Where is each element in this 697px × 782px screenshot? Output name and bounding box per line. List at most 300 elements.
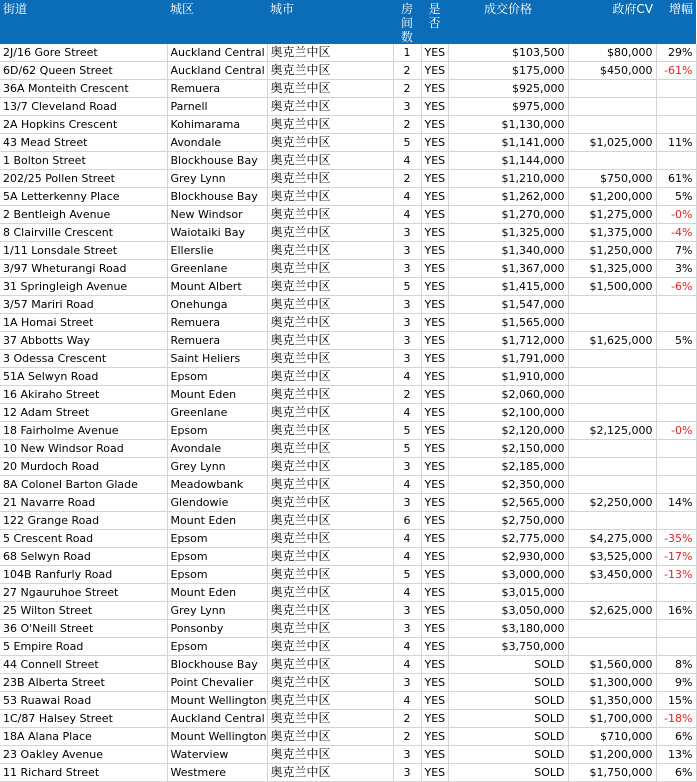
table-row: [0, 170, 696, 188]
cell-sold-flag: YES: [421, 368, 448, 386]
table-row: [0, 494, 696, 512]
cell-price: $1,712,000: [448, 332, 568, 350]
cell-district: Epsom: [167, 566, 267, 584]
cell-rooms: 3: [393, 224, 421, 242]
cell-change: 16%: [656, 602, 696, 620]
cell-change: [656, 476, 696, 494]
cell-city: 奥克兰中区: [267, 98, 393, 116]
table-row: [0, 764, 696, 782]
cell-district: Mount Eden: [167, 386, 267, 404]
cell-district: Waiotaiki Bay: [167, 224, 267, 242]
cell-cv: $710,000: [568, 728, 656, 746]
cell-street: 3 Odessa Crescent: [0, 350, 167, 368]
cell-change: [656, 584, 696, 602]
cell-street: 36 O'Neill Street: [0, 620, 167, 638]
cell-street: 18A Alana Place: [0, 728, 167, 746]
table-row: [0, 62, 696, 80]
cell-sold-flag: YES: [421, 530, 448, 548]
cell-city: 奥克兰中区: [267, 584, 393, 602]
cell-rooms: 2: [393, 386, 421, 404]
cell-cv: $2,250,000: [568, 494, 656, 512]
cell-change: -61%: [656, 62, 696, 80]
cell-price: $3,750,000: [448, 638, 568, 656]
cell-cv: [568, 512, 656, 530]
cell-sold-flag: YES: [421, 314, 448, 332]
cell-change: 14%: [656, 494, 696, 512]
cell-price: $1,547,000: [448, 296, 568, 314]
cell-sold-flag: YES: [421, 638, 448, 656]
cell-sold-flag: YES: [421, 476, 448, 494]
cell-sold-flag: YES: [421, 350, 448, 368]
cell-street: 16 Akiraho Street: [0, 386, 167, 404]
header-cv: 政府CV: [568, 0, 656, 44]
cell-cv: $1,200,000: [568, 746, 656, 764]
cell-rooms: 1: [393, 44, 421, 62]
cell-change: [656, 80, 696, 98]
cell-cv: $1,250,000: [568, 242, 656, 260]
cell-price: $1,270,000: [448, 206, 568, 224]
cell-district: Epsom: [167, 422, 267, 440]
header-city: 城市: [267, 0, 393, 44]
cell-change: [656, 314, 696, 332]
cell-district: Greenlane: [167, 260, 267, 278]
cell-cv: $1,750,000: [568, 764, 656, 782]
cell-price: $2,120,000: [448, 422, 568, 440]
cell-change: 3%: [656, 260, 696, 278]
cell-rooms: 5: [393, 422, 421, 440]
cell-price: SOLD: [448, 674, 568, 692]
cell-district: Onehunga: [167, 296, 267, 314]
cell-price: SOLD: [448, 764, 568, 782]
cell-district: Parnell: [167, 98, 267, 116]
cell-sold-flag: YES: [421, 656, 448, 674]
table-row: [0, 134, 696, 152]
cell-city: 奥克兰中区: [267, 530, 393, 548]
cell-price: $2,185,000: [448, 458, 568, 476]
cell-change: [656, 386, 696, 404]
cell-rooms: 2: [393, 116, 421, 134]
table-row: [0, 728, 696, 746]
cell-sold-flag: YES: [421, 386, 448, 404]
cell-change: 5%: [656, 188, 696, 206]
cell-sold-flag: YES: [421, 134, 448, 152]
table-row: [0, 638, 696, 656]
cell-city: 奥克兰中区: [267, 674, 393, 692]
cell-district: Meadowbank: [167, 476, 267, 494]
cell-city: 奥克兰中区: [267, 638, 393, 656]
cell-district: Epsom: [167, 530, 267, 548]
cell-sold-flag: YES: [421, 764, 448, 782]
cell-sold-flag: YES: [421, 224, 448, 242]
table-row: [0, 224, 696, 242]
cell-sold-flag: YES: [421, 332, 448, 350]
cell-rooms: 3: [393, 494, 421, 512]
table-row: [0, 656, 696, 674]
cell-sold-flag: YES: [421, 440, 448, 458]
cell-city: 奥克兰中区: [267, 188, 393, 206]
cell-rooms: 2: [393, 80, 421, 98]
cell-sold-flag: YES: [421, 728, 448, 746]
table-row: [0, 242, 696, 260]
cell-rooms: 4: [393, 188, 421, 206]
cell-change: -4%: [656, 224, 696, 242]
cell-district: Grey Lynn: [167, 602, 267, 620]
cell-city: 奥克兰中区: [267, 170, 393, 188]
cell-cv: $1,375,000: [568, 224, 656, 242]
cell-sold-flag: YES: [421, 548, 448, 566]
table-row: [0, 422, 696, 440]
cell-street: 43 Mead Street: [0, 134, 167, 152]
cell-rooms: 4: [393, 656, 421, 674]
table-row: [0, 188, 696, 206]
cell-cv: [568, 350, 656, 368]
cell-cv: [568, 98, 656, 116]
table-row: [0, 152, 696, 170]
cell-sold-flag: YES: [421, 296, 448, 314]
table-row: [0, 530, 696, 548]
table-row: [0, 584, 696, 602]
cell-price: $1,262,000: [448, 188, 568, 206]
cell-change: [656, 404, 696, 422]
cell-street: 11 Richard Street: [0, 764, 167, 782]
cell-change: -0%: [656, 422, 696, 440]
cell-rooms: 5: [393, 134, 421, 152]
table-row: [0, 116, 696, 134]
cell-rooms: 3: [393, 602, 421, 620]
cell-change: 6%: [656, 764, 696, 782]
cell-street: 2 Bentleigh Avenue: [0, 206, 167, 224]
cell-city: 奥克兰中区: [267, 242, 393, 260]
cell-district: Grey Lynn: [167, 170, 267, 188]
cell-change: [656, 350, 696, 368]
cell-street: 53 Ruawai Road: [0, 692, 167, 710]
cell-price: $2,930,000: [448, 548, 568, 566]
table-row: [0, 260, 696, 278]
cell-city: 奥克兰中区: [267, 386, 393, 404]
table-row: [0, 674, 696, 692]
cell-city: 奥克兰中区: [267, 80, 393, 98]
cell-street: 104B Ranfurly Road: [0, 566, 167, 584]
cell-cv: $2,625,000: [568, 602, 656, 620]
cell-district: Epsom: [167, 548, 267, 566]
cell-street: 8A Colonel Barton Glade: [0, 476, 167, 494]
table-row: [0, 458, 696, 476]
cell-cv: $1,700,000: [568, 710, 656, 728]
cell-rooms: 4: [393, 692, 421, 710]
cell-change: -0%: [656, 206, 696, 224]
cell-cv: $3,450,000: [568, 566, 656, 584]
cell-change: 7%: [656, 242, 696, 260]
cell-sold-flag: YES: [421, 116, 448, 134]
cell-district: Auckland Central: [167, 44, 267, 62]
table-row: [0, 332, 696, 350]
cell-district: Glendowie: [167, 494, 267, 512]
table-row: [0, 548, 696, 566]
header-change: 增幅: [656, 0, 696, 44]
cell-rooms: 5: [393, 278, 421, 296]
cell-city: 奥克兰中区: [267, 476, 393, 494]
cell-rooms: 4: [393, 404, 421, 422]
cell-change: 5%: [656, 332, 696, 350]
cell-cv: [568, 440, 656, 458]
cell-rooms: 4: [393, 206, 421, 224]
cell-street: 2A Hopkins Crescent: [0, 116, 167, 134]
cell-cv: $1,625,000: [568, 332, 656, 350]
cell-sold-flag: YES: [421, 242, 448, 260]
cell-city: 奥克兰中区: [267, 512, 393, 530]
table-row: [0, 746, 696, 764]
cell-sold-flag: YES: [421, 692, 448, 710]
cell-sold-flag: YES: [421, 278, 448, 296]
cell-cv: [568, 386, 656, 404]
cell-street: 68 Selwyn Road: [0, 548, 167, 566]
cell-price: SOLD: [448, 656, 568, 674]
cell-street: 202/25 Pollen Street: [0, 170, 167, 188]
cell-sold-flag: YES: [421, 746, 448, 764]
cell-rooms: 4: [393, 584, 421, 602]
cell-city: 奥克兰中区: [267, 620, 393, 638]
cell-cv: $80,000: [568, 44, 656, 62]
header-street: 街道: [0, 0, 167, 44]
cell-city: 奥克兰中区: [267, 656, 393, 674]
cell-district: Remuera: [167, 314, 267, 332]
cell-cv: [568, 458, 656, 476]
cell-district: Point Chevalier: [167, 674, 267, 692]
cell-city: 奥克兰中区: [267, 152, 393, 170]
cell-cv: $750,000: [568, 170, 656, 188]
cell-district: Mount Wellington: [167, 728, 267, 746]
cell-price: $2,060,000: [448, 386, 568, 404]
cell-street: 3/57 Mariri Road: [0, 296, 167, 314]
table-row: [0, 692, 696, 710]
cell-rooms: 2: [393, 62, 421, 80]
cell-price: $2,565,000: [448, 494, 568, 512]
cell-price: $3,015,000: [448, 584, 568, 602]
cell-city: 奥克兰中区: [267, 296, 393, 314]
cell-price: $1,340,000: [448, 242, 568, 260]
cell-district: Epsom: [167, 638, 267, 656]
cell-city: 奥克兰中区: [267, 746, 393, 764]
cell-district: Mount Wellington: [167, 692, 267, 710]
cell-city: 奥克兰中区: [267, 602, 393, 620]
cell-city: 奥克兰中区: [267, 368, 393, 386]
cell-street: 13/7 Cleveland Road: [0, 98, 167, 116]
cell-street: 31 Springleigh Avenue: [0, 278, 167, 296]
cell-district: Grey Lynn: [167, 458, 267, 476]
cell-price: $1,210,000: [448, 170, 568, 188]
table-row: [0, 278, 696, 296]
cell-city: 奥克兰中区: [267, 350, 393, 368]
cell-cv: $1,350,000: [568, 692, 656, 710]
cell-district: Avondale: [167, 440, 267, 458]
cell-cv: $450,000: [568, 62, 656, 80]
cell-price: $2,775,000: [448, 530, 568, 548]
cell-city: 奥克兰中区: [267, 728, 393, 746]
cell-street: 2J/16 Gore Street: [0, 44, 167, 62]
table-row: [0, 80, 696, 98]
cell-price: $1,325,000: [448, 224, 568, 242]
cell-change: [656, 116, 696, 134]
cell-change: [656, 152, 696, 170]
cell-change: 15%: [656, 692, 696, 710]
cell-district: Avondale: [167, 134, 267, 152]
cell-sold-flag: YES: [421, 602, 448, 620]
table-row: [0, 620, 696, 638]
cell-street: 37 Abbotts Way: [0, 332, 167, 350]
cell-street: 12 Adam Street: [0, 404, 167, 422]
cell-street: 1 Bolton Street: [0, 152, 167, 170]
cell-rooms: 3: [393, 674, 421, 692]
cell-price: $1,141,000: [448, 134, 568, 152]
table-row: [0, 386, 696, 404]
cell-change: [656, 296, 696, 314]
cell-change: -13%: [656, 566, 696, 584]
cell-price: $2,150,000: [448, 440, 568, 458]
cell-cv: [568, 314, 656, 332]
cell-price: $2,100,000: [448, 404, 568, 422]
cell-cv: [568, 476, 656, 494]
cell-street: 44 Connell Street: [0, 656, 167, 674]
cell-sold-flag: YES: [421, 422, 448, 440]
cell-cv: [568, 620, 656, 638]
cell-street: 23 Oakley Avenue: [0, 746, 167, 764]
cell-district: Kohimarama: [167, 116, 267, 134]
cell-rooms: 3: [393, 314, 421, 332]
cell-district: Epsom: [167, 368, 267, 386]
cell-street: 10 New Windsor Road: [0, 440, 167, 458]
cell-district: Blockhouse Bay: [167, 152, 267, 170]
cell-street: 5 Empire Road: [0, 638, 167, 656]
cell-change: 11%: [656, 134, 696, 152]
table-row: [0, 512, 696, 530]
cell-street: 51A Selwyn Road: [0, 368, 167, 386]
cell-cv: $1,560,000: [568, 656, 656, 674]
cell-district: Blockhouse Bay: [167, 188, 267, 206]
cell-city: 奥克兰中区: [267, 62, 393, 80]
cell-price: $3,050,000: [448, 602, 568, 620]
table-row: [0, 350, 696, 368]
table-row: [0, 440, 696, 458]
cell-district: Auckland Central: [167, 62, 267, 80]
cell-price: $103,500: [448, 44, 568, 62]
cell-rooms: 3: [393, 260, 421, 278]
cell-cv: $1,325,000: [568, 260, 656, 278]
cell-street: 25 Wilton Street: [0, 602, 167, 620]
cell-rooms: 2: [393, 710, 421, 728]
cell-change: 61%: [656, 170, 696, 188]
cell-cv: [568, 404, 656, 422]
cell-change: [656, 98, 696, 116]
cell-district: Saint Heliers: [167, 350, 267, 368]
cell-price: $3,180,000: [448, 620, 568, 638]
cell-sold-flag: YES: [421, 710, 448, 728]
cell-change: 13%: [656, 746, 696, 764]
cell-change: 29%: [656, 44, 696, 62]
cell-street: 5A Letterkenny Place: [0, 188, 167, 206]
cell-sold-flag: YES: [421, 494, 448, 512]
cell-cv: $1,025,000: [568, 134, 656, 152]
cell-cv: $2,125,000: [568, 422, 656, 440]
cell-rooms: 4: [393, 548, 421, 566]
table-row: [0, 296, 696, 314]
cell-city: 奥克兰中区: [267, 134, 393, 152]
cell-sold-flag: YES: [421, 188, 448, 206]
cell-change: -35%: [656, 530, 696, 548]
cell-cv: $1,500,000: [568, 278, 656, 296]
cell-cv: $1,200,000: [568, 188, 656, 206]
cell-cv: [568, 116, 656, 134]
cell-change: [656, 458, 696, 476]
cell-city: 奥克兰中区: [267, 440, 393, 458]
cell-street: 36A Monteith Crescent: [0, 80, 167, 98]
cell-rooms: 3: [393, 332, 421, 350]
table-row: [0, 602, 696, 620]
cell-street: 27 Ngauruhoe Street: [0, 584, 167, 602]
cell-rooms: 3: [393, 764, 421, 782]
cell-sold-flag: YES: [421, 584, 448, 602]
table-row: [0, 368, 696, 386]
cell-street: 1A Homai Street: [0, 314, 167, 332]
cell-city: 奥克兰中区: [267, 548, 393, 566]
cell-rooms: 2: [393, 728, 421, 746]
cell-street: 21 Navarre Road: [0, 494, 167, 512]
cell-rooms: 4: [393, 530, 421, 548]
cell-rooms: 4: [393, 476, 421, 494]
cell-city: 奥克兰中区: [267, 224, 393, 242]
cell-price: $975,000: [448, 98, 568, 116]
cell-cv: [568, 152, 656, 170]
cell-street: 6D/62 Queen Street: [0, 62, 167, 80]
cell-sold-flag: YES: [421, 80, 448, 98]
table-row: [0, 314, 696, 332]
cell-price: $925,000: [448, 80, 568, 98]
cell-cv: [568, 368, 656, 386]
cell-district: Remuera: [167, 80, 267, 98]
cell-change: [656, 512, 696, 530]
header-row: [0, 0, 696, 44]
header-district: 城区: [167, 0, 267, 44]
cell-price: SOLD: [448, 710, 568, 728]
cell-price: $1,415,000: [448, 278, 568, 296]
cell-change: [656, 440, 696, 458]
cell-city: 奥克兰中区: [267, 692, 393, 710]
cell-sold-flag: YES: [421, 674, 448, 692]
cell-change: -18%: [656, 710, 696, 728]
cell-sold-flag: YES: [421, 566, 448, 584]
cell-city: 奥克兰中区: [267, 764, 393, 782]
cell-cv: [568, 296, 656, 314]
cell-sold-flag: YES: [421, 260, 448, 278]
cell-rooms: 3: [393, 98, 421, 116]
cell-district: Remuera: [167, 332, 267, 350]
cell-street: 23B Alberta Street: [0, 674, 167, 692]
cell-change: [656, 638, 696, 656]
cell-district: Waterview: [167, 746, 267, 764]
cell-change: 9%: [656, 674, 696, 692]
cell-district: Ellerslie: [167, 242, 267, 260]
cell-price: $1,910,000: [448, 368, 568, 386]
cell-city: 奥克兰中区: [267, 404, 393, 422]
cell-rooms: 3: [393, 350, 421, 368]
cell-city: 奥克兰中区: [267, 710, 393, 728]
cell-cv: $4,275,000: [568, 530, 656, 548]
table-row: [0, 44, 696, 62]
cell-city: 奥克兰中区: [267, 494, 393, 512]
table-row: [0, 566, 696, 584]
cell-city: 奥克兰中区: [267, 260, 393, 278]
cell-city: 奥克兰中区: [267, 44, 393, 62]
cell-sold-flag: YES: [421, 404, 448, 422]
